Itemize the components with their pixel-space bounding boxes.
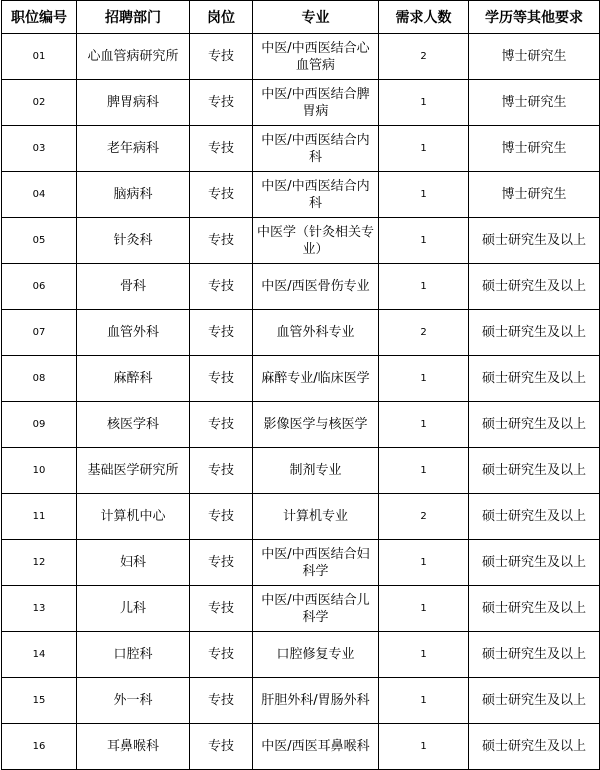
- cell-department: 心血管病研究所: [77, 34, 190, 80]
- recruitment-table: [1, 0, 600, 770]
- cell-major: 影像医学与核医学: [253, 402, 379, 448]
- cell-major: 计算机专业: [253, 494, 379, 540]
- cell-post: 专技: [190, 586, 253, 632]
- cell-department: 核医学科: [77, 402, 190, 448]
- cell-count: 1: [379, 356, 469, 402]
- cell-department: 骨科: [77, 264, 190, 310]
- cell-count: 2: [379, 494, 469, 540]
- table-body: [2, 34, 600, 770]
- table-row: [2, 724, 600, 770]
- cell-position-id: 15: [2, 678, 77, 724]
- cell-requirements: 博士研究生: [469, 126, 600, 172]
- cell-major: 中医/中西医结合内科: [253, 126, 379, 172]
- cell-post: 专技: [190, 494, 253, 540]
- table-row: [2, 356, 600, 402]
- cell-post: 专技: [190, 80, 253, 126]
- cell-major: 中医/中西医结合脾胃病: [253, 80, 379, 126]
- table-row: [2, 448, 600, 494]
- cell-requirements: 博士研究生: [469, 80, 600, 126]
- table-row: [2, 264, 600, 310]
- cell-post: 专技: [190, 34, 253, 80]
- cell-count: 1: [379, 218, 469, 264]
- cell-count: 1: [379, 724, 469, 770]
- table-row: [2, 586, 600, 632]
- cell-major: 中医/西医骨伤专业: [253, 264, 379, 310]
- cell-major: 中医学（针灸相关专业）: [253, 218, 379, 264]
- cell-position-id: 02: [2, 80, 77, 126]
- cell-count: 1: [379, 678, 469, 724]
- cell-post: 专技: [190, 540, 253, 586]
- header-count: 需求人数: [379, 1, 469, 34]
- cell-count: 1: [379, 540, 469, 586]
- cell-post: 专技: [190, 402, 253, 448]
- cell-count: 1: [379, 80, 469, 126]
- cell-post: 专技: [190, 126, 253, 172]
- cell-count: 1: [379, 586, 469, 632]
- cell-position-id: 14: [2, 632, 77, 678]
- cell-department: 脑病科: [77, 172, 190, 218]
- table-row: [2, 218, 600, 264]
- cell-department: 儿科: [77, 586, 190, 632]
- cell-position-id: 01: [2, 34, 77, 80]
- cell-post: 专技: [190, 448, 253, 494]
- cell-department: 妇科: [77, 540, 190, 586]
- cell-major: 中医/中西医结合内科: [253, 172, 379, 218]
- cell-major: 口腔修复专业: [253, 632, 379, 678]
- cell-requirements: 硕士研究生及以上: [469, 678, 600, 724]
- table-row: [2, 126, 600, 172]
- cell-major: 制剂专业: [253, 448, 379, 494]
- cell-post: 专技: [190, 678, 253, 724]
- cell-position-id: 06: [2, 264, 77, 310]
- cell-count: 1: [379, 402, 469, 448]
- cell-department: 外一科: [77, 678, 190, 724]
- cell-requirements: 硕士研究生及以上: [469, 540, 600, 586]
- table-row: [2, 80, 600, 126]
- cell-requirements: 硕士研究生及以上: [469, 402, 600, 448]
- cell-requirements: 硕士研究生及以上: [469, 310, 600, 356]
- cell-position-id: 07: [2, 310, 77, 356]
- cell-requirements: 硕士研究生及以上: [469, 724, 600, 770]
- cell-post: 专技: [190, 310, 253, 356]
- header-major: 专业: [253, 1, 379, 34]
- cell-position-id: 12: [2, 540, 77, 586]
- table-row: [2, 494, 600, 540]
- cell-count: 2: [379, 310, 469, 356]
- cell-position-id: 08: [2, 356, 77, 402]
- cell-position-id: 16: [2, 724, 77, 770]
- header-row: [2, 1, 600, 34]
- table-row: [2, 632, 600, 678]
- cell-post: 专技: [190, 172, 253, 218]
- cell-requirements: 硕士研究生及以上: [469, 264, 600, 310]
- header-position-id: 职位编号: [2, 1, 77, 34]
- cell-count: 1: [379, 632, 469, 678]
- table-row: [2, 310, 600, 356]
- cell-requirements: 博士研究生: [469, 172, 600, 218]
- table-row: [2, 540, 600, 586]
- cell-major: 中医/中西医结合妇科学: [253, 540, 379, 586]
- cell-count: 1: [379, 172, 469, 218]
- table-row: [2, 172, 600, 218]
- cell-department: 口腔科: [77, 632, 190, 678]
- cell-post: 专技: [190, 264, 253, 310]
- cell-position-id: 11: [2, 494, 77, 540]
- header-department: 招聘部门: [77, 1, 190, 34]
- cell-major: 中医/中西医结合心血管病: [253, 34, 379, 80]
- cell-major: 麻醉专业/临床医学: [253, 356, 379, 402]
- cell-post: 专技: [190, 356, 253, 402]
- cell-department: 脾胃病科: [77, 80, 190, 126]
- cell-department: 基础医学研究所: [77, 448, 190, 494]
- cell-major: 中医/西医耳鼻喉科: [253, 724, 379, 770]
- table-row: [2, 34, 600, 80]
- cell-requirements: 硕士研究生及以上: [469, 356, 600, 402]
- table-row: [2, 402, 600, 448]
- cell-department: 老年病科: [77, 126, 190, 172]
- cell-department: 耳鼻喉科: [77, 724, 190, 770]
- cell-department: 麻醉科: [77, 356, 190, 402]
- cell-requirements: 硕士研究生及以上: [469, 448, 600, 494]
- cell-requirements: 硕士研究生及以上: [469, 494, 600, 540]
- cell-post: 专技: [190, 724, 253, 770]
- cell-requirements: 硕士研究生及以上: [469, 218, 600, 264]
- table-row: [2, 678, 600, 724]
- cell-major: 中医/中西医结合儿科学: [253, 586, 379, 632]
- cell-post: 专技: [190, 218, 253, 264]
- cell-position-id: 04: [2, 172, 77, 218]
- cell-requirements: 硕士研究生及以上: [469, 586, 600, 632]
- cell-requirements: 硕士研究生及以上: [469, 632, 600, 678]
- cell-position-id: 03: [2, 126, 77, 172]
- header-post: 岗位: [190, 1, 253, 34]
- cell-position-id: 10: [2, 448, 77, 494]
- cell-requirements: 博士研究生: [469, 34, 600, 80]
- cell-major: 血管外科专业: [253, 310, 379, 356]
- cell-position-id: 05: [2, 218, 77, 264]
- cell-department: 针灸科: [77, 218, 190, 264]
- cell-position-id: 09: [2, 402, 77, 448]
- cell-count: 1: [379, 126, 469, 172]
- cell-major: 肝胆外科/胃肠外科: [253, 678, 379, 724]
- cell-count: 1: [379, 448, 469, 494]
- cell-department: 计算机中心: [77, 494, 190, 540]
- cell-count: 1: [379, 264, 469, 310]
- cell-post: 专技: [190, 632, 253, 678]
- cell-department: 血管外科: [77, 310, 190, 356]
- header-requirements: 学历等其他要求: [469, 1, 600, 34]
- cell-count: 2: [379, 34, 469, 80]
- cell-position-id: 13: [2, 586, 77, 632]
